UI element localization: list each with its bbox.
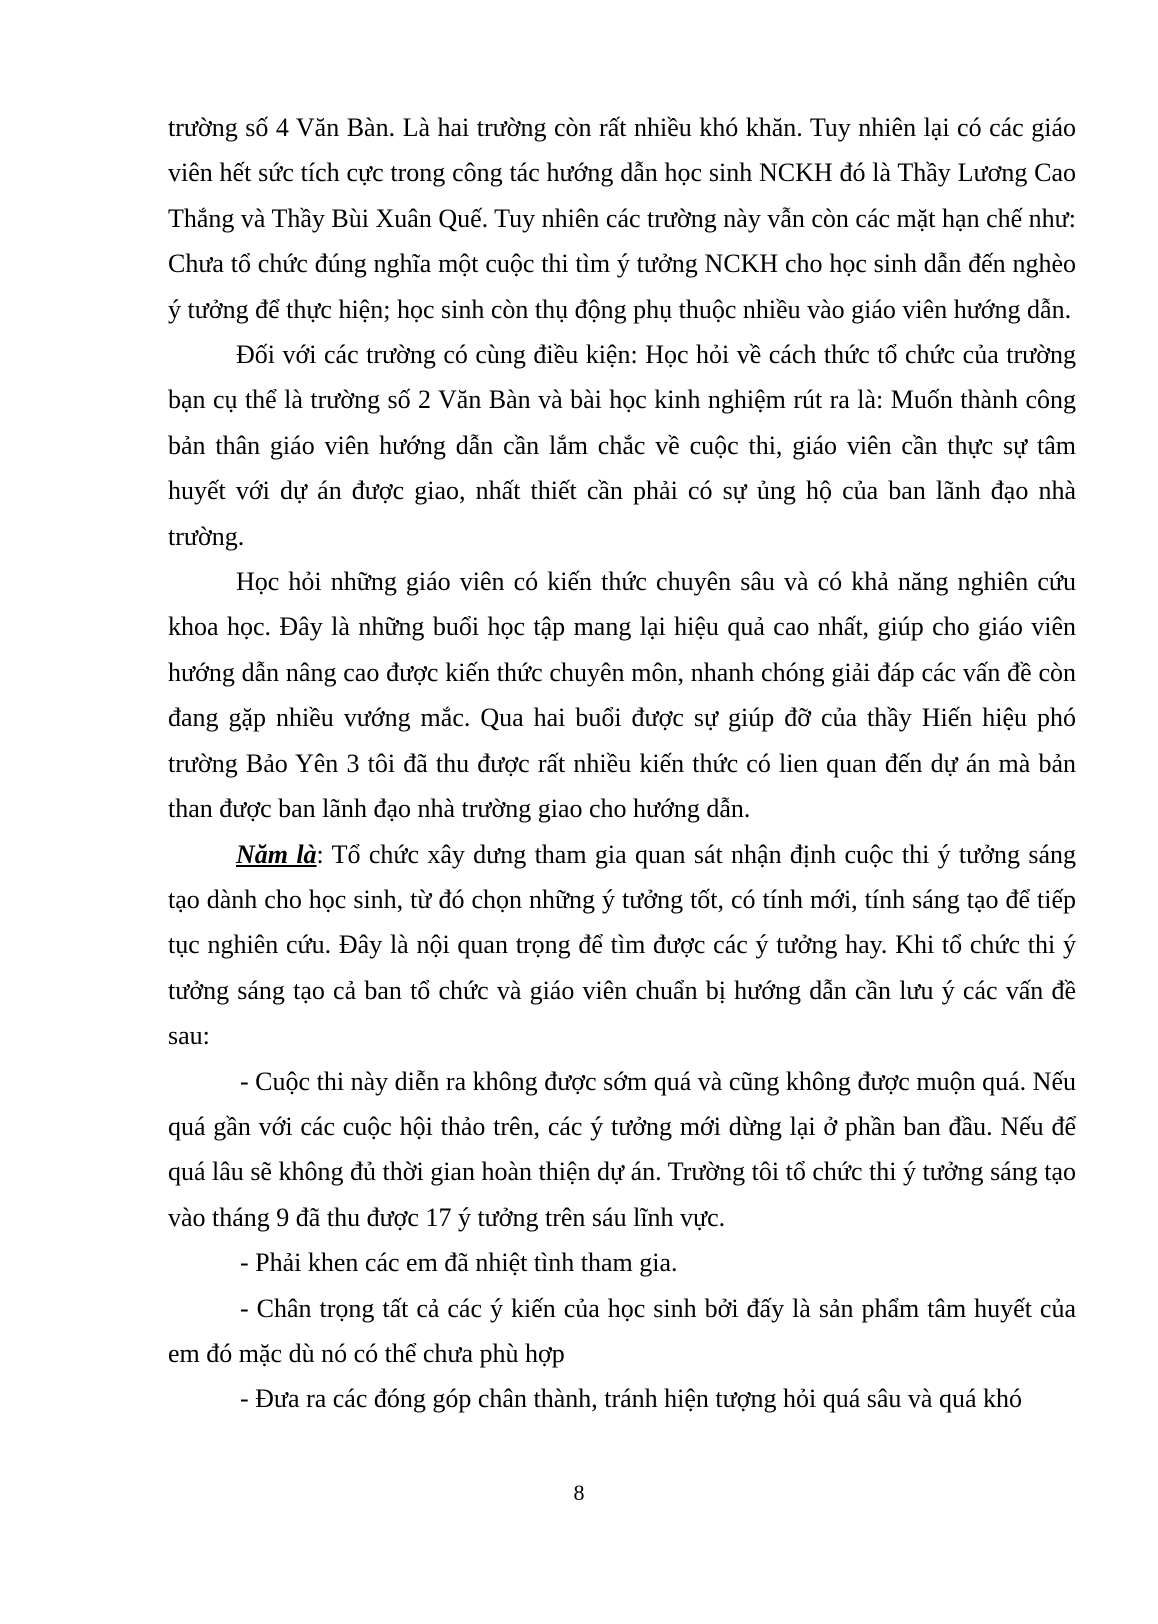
bullet-item: - Đưa ra các đóng góp chân thành, tránh hiện tượng hỏi quá sâu và quá khó — [240, 1384, 1022, 1414]
paragraph: Học hỏi những giáo viên có kiến thức chuyên sâu và có khả năng nghiên cứu khoa học. Đây là những buổi học tập mang lại hiệu quả cao nhất, giúp cho giáo viên hướng dẫn nâng cao được kiến thức chuyên môn, nhanh chóng giải đáp các vấn đề còn đang gặp nhiều vướng mắc. Qua hai buổi được sự giúp đỡ của thầy Hiến hiệu phó trường Bảo Yên 3 tôi đã thu được rất nhiều kiến thức có lien quan đến dự án mà bản than được ban lãnh đạo nhà trường giao cho hướng dẫn. — [168, 567, 1076, 824]
bullet-item: - Phải khen các em đã nhiệt tình tham gia. — [240, 1248, 678, 1278]
bullet-item: - Chân trọng tất cả các ý kiến của học sinh bởi đấy là sản phẩm tâm huyết của em đó mặc dù nó có thể chưa phù hợp — [168, 1293, 1076, 1368]
paragraph: Đối với các trường có cùng điều kiện: Học hỏi về cách thức tổ chức của trường bạn cụ thể là trường số 2 Văn Bàn và bài học kinh nghiệm rút ra là: Muốn thành công bản thân giáo viên hướng dẫn cần lắm chắc về cuộc thi, giáo viên cần thực sự tâm huyết với dự án được giao, nhất thiết cần phải có sự ủng hộ của ban lãnh đạo nhà trường. — [168, 340, 1076, 551]
paragraph: trường số 4 Văn Bàn. Là hai trường còn rất nhiều khó khăn. Tuy nhiên lại có các giáo viên hết sức tích cực trong công tác hướng dẫn học sinh NCKH đó là Thầy Lương Cao Thắng và Thầy Bùi Xuân Quế. Tuy nhiên các trường này vẫn còn các mặt hạn chế như: Chưa tổ chức đúng nghĩa một cuộc thi tìm ý tưởng NCKH cho học sinh dẫn đến nghèo ý tưởng để thực hiện; học sinh còn thụ động phụ thuộc nhiều vào giáo viên hướng dẫn. — [168, 113, 1076, 324]
paragraph-fifth — [168, 832, 1076, 1059]
page-number: 8 — [573, 1480, 585, 1505]
fifth-label: Năm là — [236, 839, 317, 869]
fifth-text: : Tổ chức xây dưng tham gia quan sát nhận định cuộc thi ý tưởng sáng tạo dành cho học sinh, từ đó chọn những ý tưởng tốt, có tính mới, tính sáng tạo để tiếp tục nghiên cứu. Đây là nội quan trọng để tìm được các ý tưởng hay. Khi tổ chức thi ý tưởng sáng tạo cả ban tổ chức và giáo viên chuẩn bị hướng dẫn cần lưu ý các vấn đề sau: — [168, 839, 1076, 1051]
bullet-item: - Cuộc thi này diễn ra không được sớm quá và cũng không được muộn quá. Nếu quá gần với các cuộc hội thảo trên, các ý tưởng mới dừng lại ở phần ban đầu. Nếu để quá lâu sẽ không đủ thời gian hoàn thiện dự án. Trường tôi tổ chức thi ý tưởng sáng tạo vào tháng 9 đã thu được 17 ý tưởng trên sáu lĩnh vực. — [168, 1066, 1076, 1232]
document-body — [168, 105, 1076, 1422]
